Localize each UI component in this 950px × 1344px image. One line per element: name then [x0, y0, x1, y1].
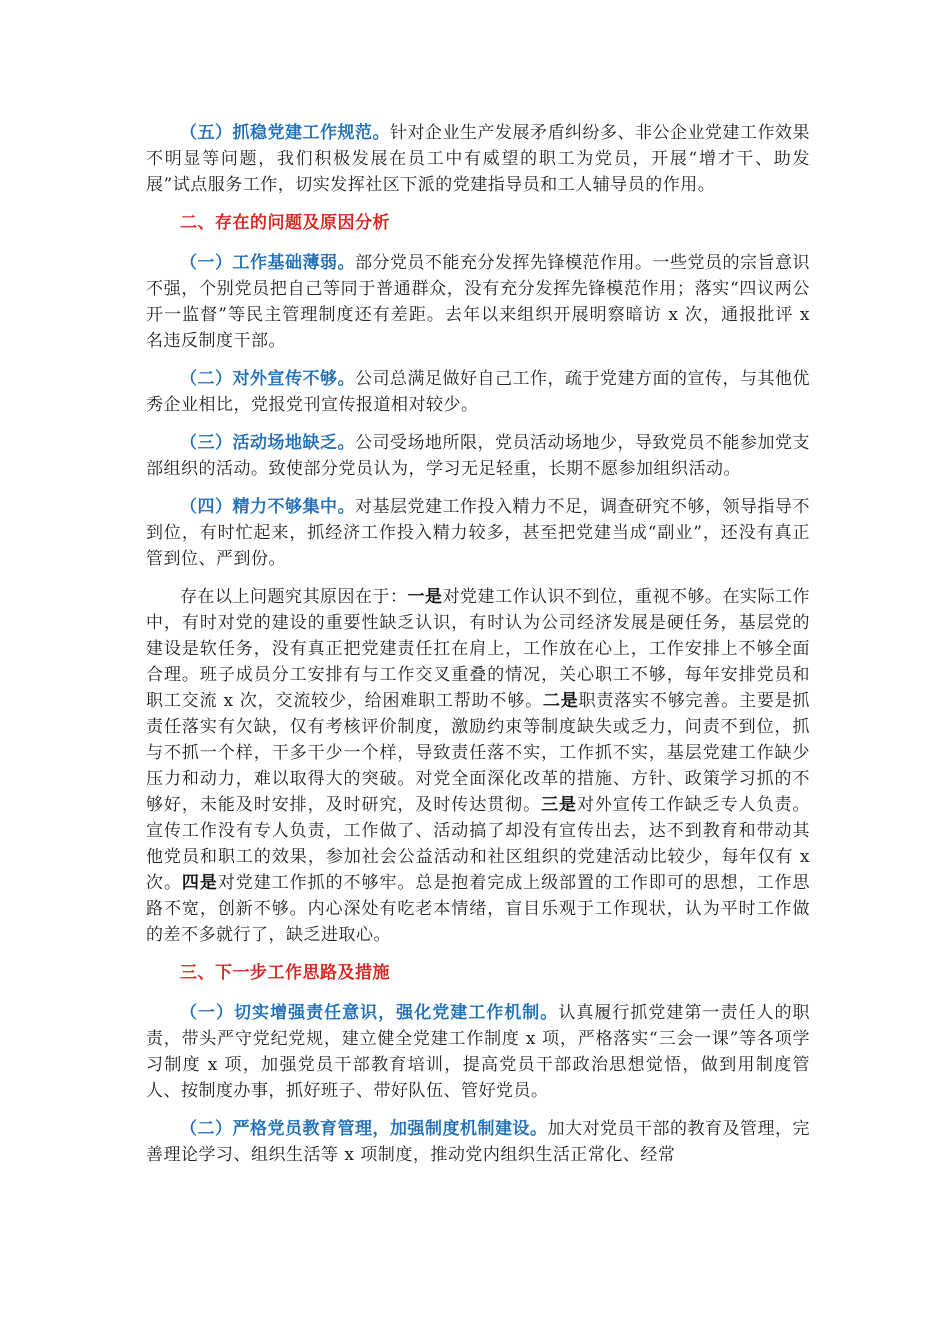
cause-keyword-2: 二是	[542, 691, 579, 711]
paragraph-subtitle: （二）对外宣传不够。	[180, 369, 355, 389]
cause-text-4: 对党建工作抓的不够牢。总是抱着完成上级部置的工作即可的思想，工作思路不宽，创新不够。内心深处有吃老本情绪，盲目乐观于工作现状，认为平时工作做的差不多就行了，缺乏进取心。	[146, 873, 811, 945]
cause-keyword-4: 四是	[181, 873, 218, 893]
cause-keyword-3: 三是	[541, 795, 578, 815]
cause-text-1: 对党建工作认识不到位，重视不够。在实际工作中，有时对党的建设的重要性缺乏认识，有时认为公司经济发展是硬任务，基层党的建设是软任务，没有真正把党建责任扛在肩上，工作放在心上，工作安排上不够全面合理。班子成员分工安排有与工作交叉重叠的情况，关心职工不够，每年安排党员和职工交流 x 次，交流较少，给困难职工帮助不够。	[146, 587, 810, 711]
cause-text-2: 职责落实不够完善。主要是抓责任落实有欠缺，仅有考核评价制度，激励约束等制度缺失或乏力，问责不到位，抓与不抓一个样，干多干少一个样，导致责任落不实，工作抓不实，基层党建工作缺少压力和动力，难以取得大的突破。对党全面深化改革的措施、方针、政策学习抓的不够好，未能及时安排，及时研究，及时传达贯彻。	[146, 691, 811, 815]
paragraph-body: 针对企业生产发展矛盾纠纷多、非公企业党建工作效果不明显等问题，我们积极发展在员工中有威望的职工为党员，开展“增才干、助发展”试点服务工作，切实发挥社区下派的党建指导员和工人辅导员的作用。	[146, 123, 810, 195]
cause-lead: 存在以上问题究其原因在于：	[180, 587, 408, 607]
cause-text-3: 对外宣传工作缺乏专人负责。宣传工作没有专人负责，工作做了、活动搞了却没有宣传出去，达不到教育和带动其他党员和职工的效果，参加社会公益活动和社区组织的党建活动比较少，每年仅有 x 次。	[146, 795, 811, 893]
paragraph-weak-foundation	[146, 250, 810, 354]
document-page	[146, 120, 810, 1180]
paragraph-subtitle: （三）活动场地缺乏。	[180, 433, 355, 453]
cause-keyword-1: 一是	[407, 587, 443, 607]
paragraph-publicity	[146, 366, 810, 418]
paragraph-body: 公司受场地所限，党员活动场地少，导致党员不能参加党支部组织的活动。致使部分党员认为，学习无足轻重，长期不愿参加组织活动。	[146, 433, 810, 479]
paragraph-body: 对基层党建工作投入精力不足，调查研究不够，领导指导不到位，有时忙起来，抓经济工作投入精力较多，甚至把党建当成“副业”，还没有真正管到位、严到份。	[146, 497, 810, 569]
paragraph-member-education	[146, 1116, 810, 1168]
paragraph-body: 公司总满足做好自己工作，疏于党建方面的宣传，与其他优秀企业相比，党报党刊宣传报道相对较少。	[146, 369, 810, 415]
paragraph-body: 加大对党员干部的教育及管理，完善理论学习、组织生活等 x 项制度，推动党内组织生活正常化、经常	[146, 1119, 810, 1165]
paragraph-root-causes	[146, 584, 810, 948]
paragraph-subtitle: （五）抓稳党建工作规范。	[180, 123, 390, 143]
paragraph-subtitle: （四）精力不够集中。	[180, 497, 355, 517]
paragraph-subtitle: （一）工作基础薄弱。	[180, 253, 355, 273]
paragraph-body: 认真履行抓党建第一责任人的职责，带头严守党纪党规，建立健全党建工作制度 x 项，严格落实“三会一课”等各项学习制度 x 项，加强党员干部教育培训，提高党员干部政治思想觉悟，做到用制度管人、按制度办事，抓好班子、带好队伍、管好党员。	[146, 1003, 811, 1101]
paragraph-focus	[146, 494, 810, 572]
paragraph-body: 部分党员不能充分发挥先锋模范作用。一些党员的宗旨意识不强，个别党员把自己等同于普通群众，没有充分发挥先锋模范作用；落实“四议两公开一监督”等民主管理制度还有差距。去年以来组织开展明察暗访 x 次，通报批评 x 名违反制度干部。	[146, 253, 810, 351]
paragraph-responsibility	[146, 1000, 810, 1104]
section-heading-next-steps: 三、下一步工作思路及措施	[180, 963, 390, 983]
paragraph-subtitle: （一）切实增强责任意识，强化党建工作机制。	[180, 1003, 559, 1023]
paragraph-five-work-standards	[146, 120, 810, 198]
section-heading-problems: 二、存在的问题及原因分析	[180, 213, 390, 233]
paragraph-subtitle: （二）严格党员教育管理，加强制度机制建设。	[180, 1119, 548, 1139]
paragraph-activity-space	[146, 430, 810, 482]
